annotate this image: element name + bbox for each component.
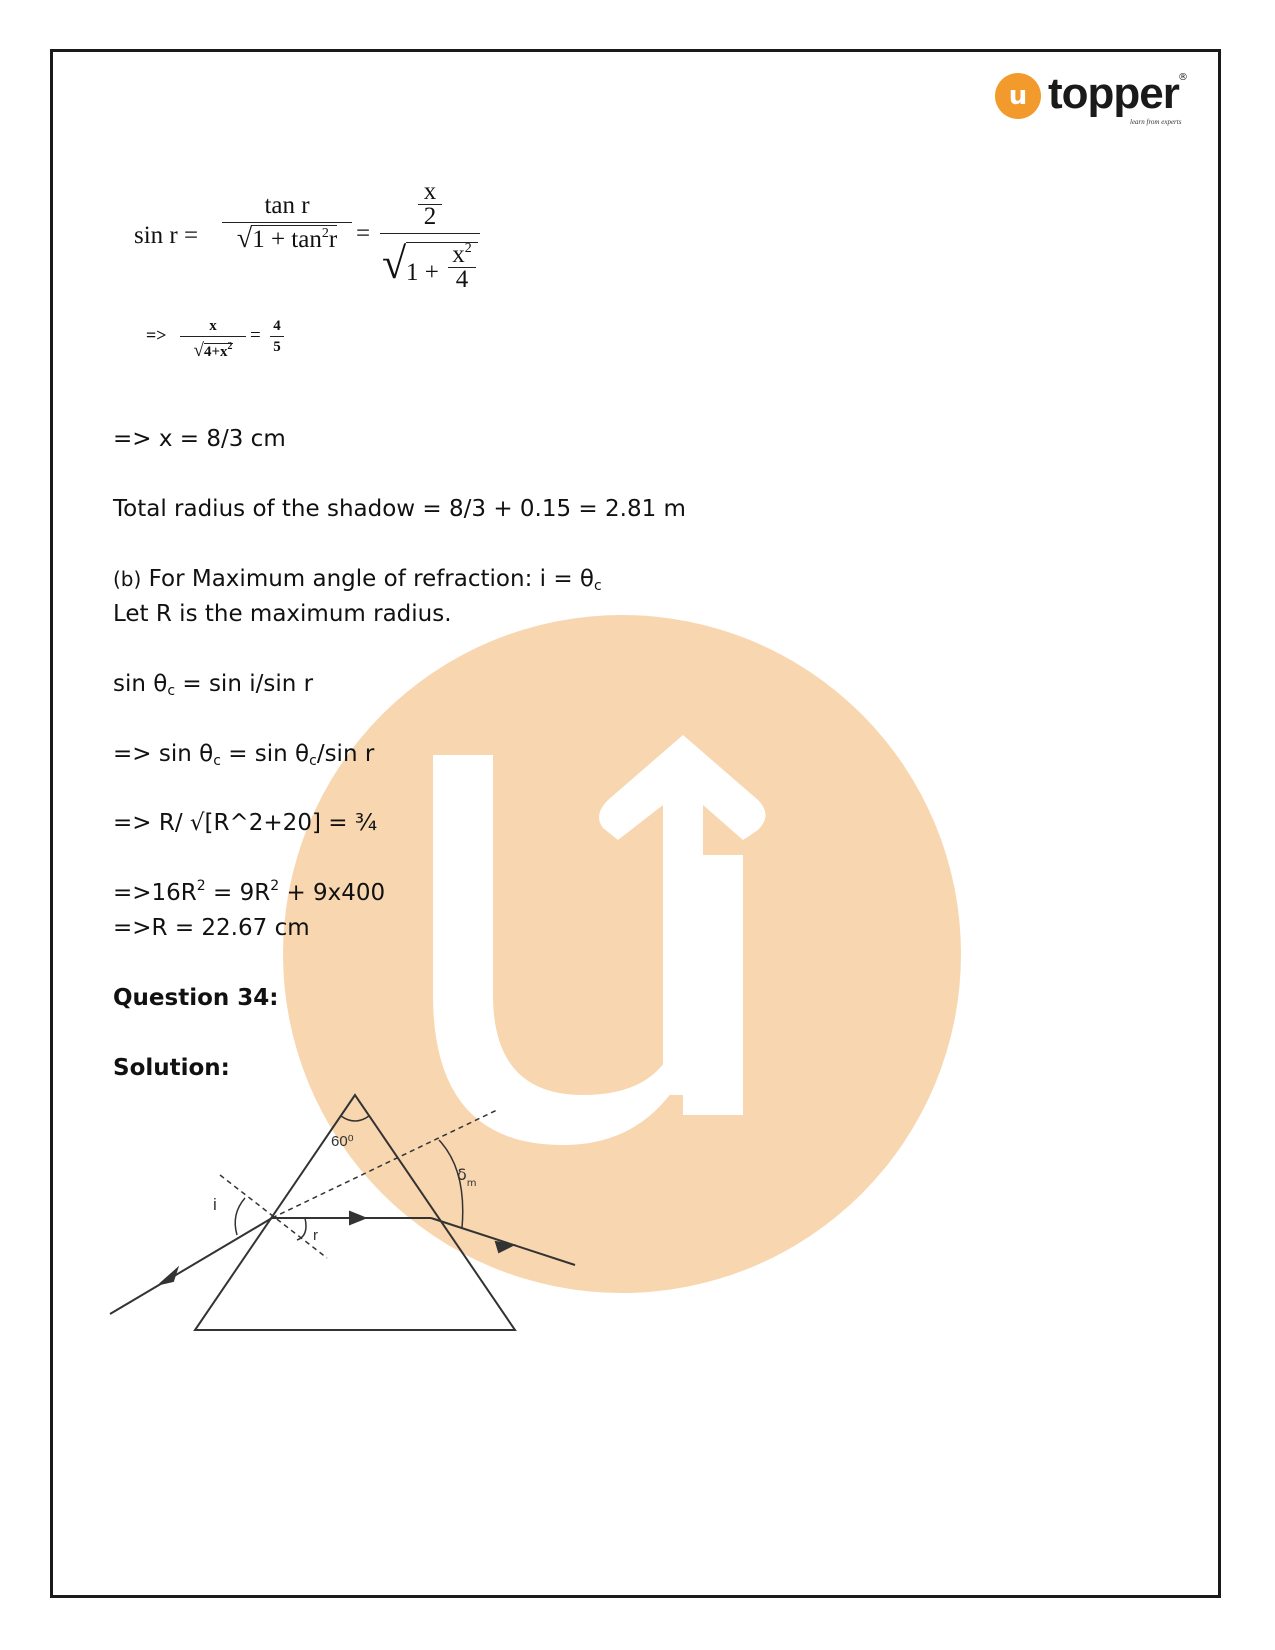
arrow-sin-sub1: c (213, 753, 221, 769)
ratio-den-text: 4+x (203, 344, 228, 360)
angle-i-label: i (213, 1195, 217, 1214)
registered-mark: ® (1178, 72, 1188, 83)
brand-circle-icon: u (995, 73, 1041, 119)
ratio-num: x (209, 318, 217, 334)
apex-angle-label: 60⁰ (331, 1133, 354, 1150)
prism-triangle (195, 1095, 515, 1330)
num-bottom: 2 (423, 203, 437, 230)
arrow-sin-b: = sin θ (220, 741, 310, 767)
eq16-b: = 9R (205, 880, 271, 906)
ratio-sqrt: √ (193, 340, 204, 361)
den-text: 1 + tan (252, 226, 322, 253)
part-b-label: (b) (113, 567, 142, 591)
sqrt-body-big (406, 242, 478, 295)
deviation-sub: m (466, 1178, 477, 1189)
den-frac-top (448, 243, 476, 267)
ratio-rhs (270, 316, 284, 357)
part-b-sub: c (593, 578, 602, 594)
apex-angle-arc (341, 1116, 369, 1121)
eq16-sup2: 2 (270, 878, 280, 894)
fraction-x-over-2 (380, 180, 480, 294)
eq16-a: =>16R (113, 880, 197, 906)
brand-tagline: learn from experts (1130, 118, 1182, 126)
fraction-den (222, 223, 352, 255)
ratio-eq: = (250, 325, 261, 346)
part-b-line (113, 564, 602, 601)
ratio-den (180, 337, 246, 362)
sqrt-sign: √ (236, 223, 253, 254)
x-value-line: => x = 8/3 cm (113, 426, 286, 452)
arrow-sin-c: /sin r (316, 741, 375, 767)
rhs-den: 5 (273, 339, 281, 355)
sin-theta-a: sin θ (113, 671, 168, 697)
formula-arrow: => (146, 325, 167, 345)
refracted-arrow-icon (350, 1212, 365, 1224)
angle-i-arc (235, 1198, 245, 1235)
den-frac (448, 243, 476, 292)
part-b-text: For Maximum angle of refraction: i = θ (148, 566, 594, 592)
question-heading: Question 34: (113, 985, 279, 1011)
brand-name: topper (1048, 69, 1179, 118)
solution-heading: Solution: (113, 1055, 230, 1081)
eq16-sup1: 2 (196, 878, 206, 894)
let-r-line: Let R is the maximum radius. (113, 601, 452, 627)
deviation-symbol: δ (457, 1165, 467, 1184)
ratio-sqrt-body (204, 343, 233, 360)
den-frac-bottom: 4 (455, 266, 469, 293)
arrow-sin-a: => sin θ (113, 741, 214, 767)
sin-theta-line (113, 669, 313, 706)
sqrt-sign-big: √ (382, 239, 407, 288)
den-tail: r (328, 226, 338, 253)
rhs-num: 4 (273, 318, 281, 334)
fraction-num: tan r (264, 192, 310, 219)
arrow-sin-line (113, 739, 374, 776)
r-ratio-line: => R/ √[R^2+20] = ¾ (113, 810, 378, 836)
incident-arrow-icon (160, 1269, 177, 1284)
arrow-sin-sub2: c (309, 753, 317, 769)
formula-eq: = (356, 220, 371, 247)
den-x-sup: 2 (464, 241, 472, 256)
ratio-frac (180, 316, 246, 362)
num-top: x (423, 178, 437, 205)
incident-ray (110, 1218, 272, 1314)
deviation-arc (439, 1140, 463, 1228)
brand-logo (995, 69, 1195, 136)
sqrt-body (252, 225, 337, 253)
num-block (418, 180, 442, 229)
sin-theta-b: = sin i/sin r (175, 671, 314, 697)
emergent-ray (431, 1218, 575, 1265)
formula-sin-r (134, 178, 514, 316)
formula-ratio (146, 316, 306, 366)
den-x: x (452, 241, 465, 268)
den-one: 1 + (406, 259, 439, 286)
sin-theta-sub: c (167, 683, 176, 699)
den-block (380, 234, 480, 294)
prism-diagram (105, 1090, 585, 1350)
ratio-den-sup: 2 (227, 341, 233, 352)
fraction-tan (222, 192, 352, 255)
r-result-line: =>R = 22.67 cm (113, 915, 310, 941)
formula-lhs: sin r = (134, 222, 199, 249)
total-radius-line: Total radius of the shadow = 8/3 + 0.15 = 2.81 m (113, 496, 686, 522)
angle-r-label: r (313, 1227, 318, 1244)
eq16-c: + 9x400 (279, 880, 386, 906)
eq16-line (113, 878, 385, 908)
den-sup: 2 (321, 226, 329, 241)
